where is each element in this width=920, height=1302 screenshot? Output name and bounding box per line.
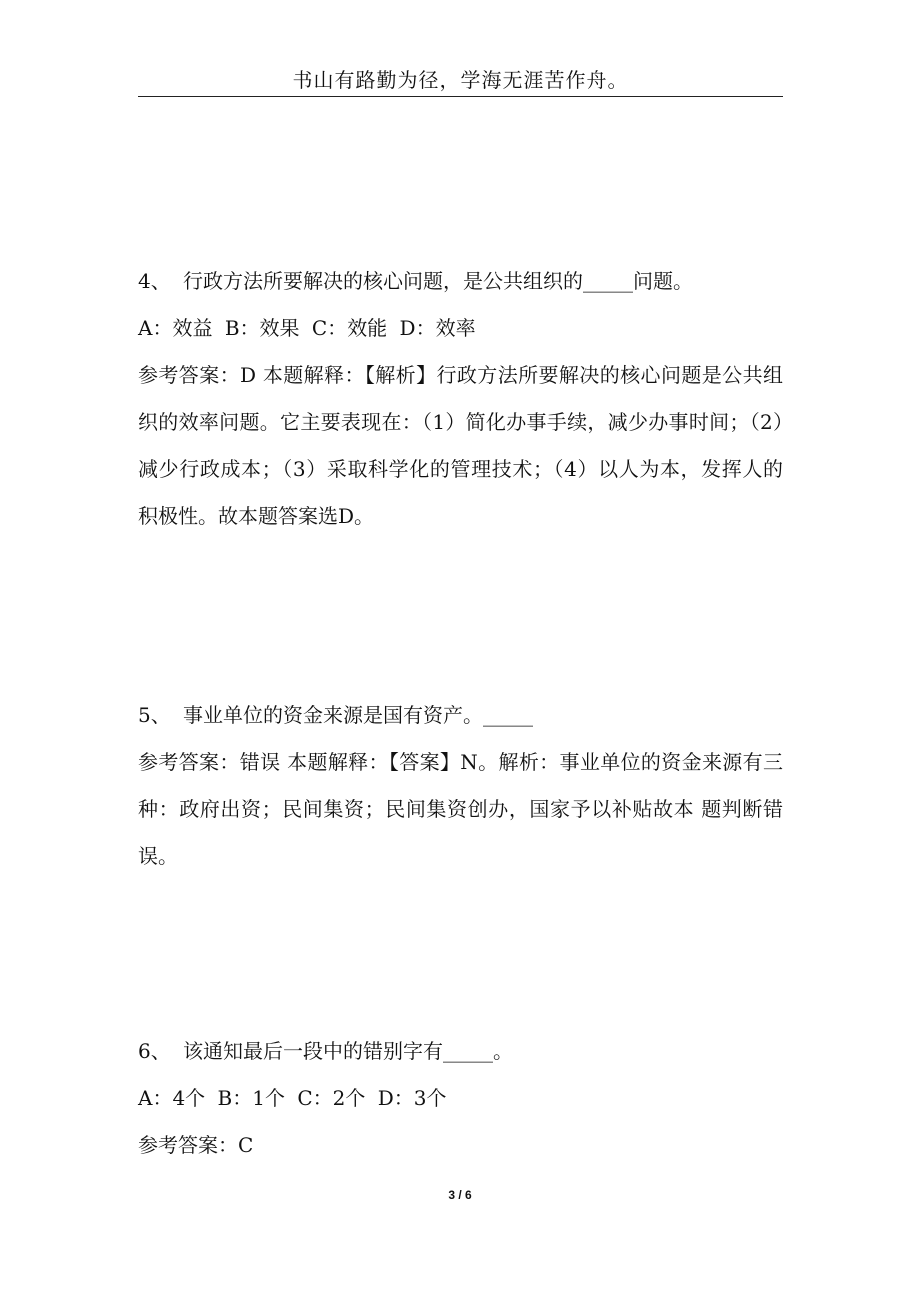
option-a — [138, 316, 218, 340]
option-label: C： — [311, 316, 348, 340]
option-text: 3个 — [413, 1086, 447, 1110]
page-number: 3 / 6 — [448, 1188, 472, 1202]
option-text: 效果 — [259, 316, 300, 340]
option-b — [225, 316, 306, 340]
option-label: B： — [217, 1086, 253, 1110]
option-list — [138, 305, 783, 352]
option-text: 4个 — [172, 1086, 206, 1110]
option-d — [400, 316, 482, 340]
option-label: A： — [138, 316, 173, 340]
question-stem — [138, 1028, 783, 1075]
option-label: D： — [377, 1086, 414, 1110]
header-divider — [138, 96, 783, 97]
question-text: 行政方法所要解决的核心问题，是公共组织的_____问题。 — [183, 269, 693, 293]
option-c — [297, 1086, 371, 1110]
option-d — [378, 1086, 453, 1110]
option-text: 2个 — [332, 1086, 366, 1110]
option-b — [218, 1086, 291, 1110]
question-number: 6、 — [138, 1039, 171, 1063]
question-5 — [138, 692, 783, 880]
option-label: A： — [138, 1086, 173, 1110]
question-stem — [138, 692, 783, 739]
question-text: 事业单位的资金来源是国有资产。_____ — [183, 703, 533, 727]
question-number: 4、 — [138, 269, 171, 293]
option-text: 效益 — [172, 316, 213, 340]
option-label: D： — [399, 316, 436, 340]
option-text: 1个 — [252, 1086, 285, 1110]
answer-explanation: 参考答案：D 本题解释：【解析】行政方法所要解决的核心问题是公共组织的效率问题。它主要表现在：（1）简化办事手续，减少办事时间；（2）减少行政成本；（3）采取科学化的管理技术；（4）以人为本，发挥人的积极性。故本题答案选D。 — [138, 363, 783, 528]
question-text: 该通知最后一段中的错别字有_____。 — [183, 1039, 513, 1063]
option-label: B： — [224, 316, 260, 340]
option-text: 效率 — [435, 316, 476, 340]
answer-explanation: 参考答案：错误 本题解释：【答案】N。解析：事业单位的资金来源有三种：政府出资；民间集资；民间集资创办，国家予以补贴故本 题判断错误。 — [138, 750, 783, 868]
option-c — [312, 316, 393, 340]
question-number: 5、 — [138, 703, 171, 727]
option-label: C： — [297, 1086, 333, 1110]
option-a — [138, 1086, 211, 1110]
question-4 — [138, 258, 783, 540]
option-text: 效能 — [347, 316, 388, 340]
answer-explanation: 参考答案：C — [138, 1133, 254, 1157]
question-6 — [138, 1028, 783, 1169]
option-list — [138, 1075, 783, 1122]
question-stem — [138, 258, 783, 305]
page-header-motto: 书山有路勤为径，学海无涯苦作舟。 — [292, 68, 629, 92]
